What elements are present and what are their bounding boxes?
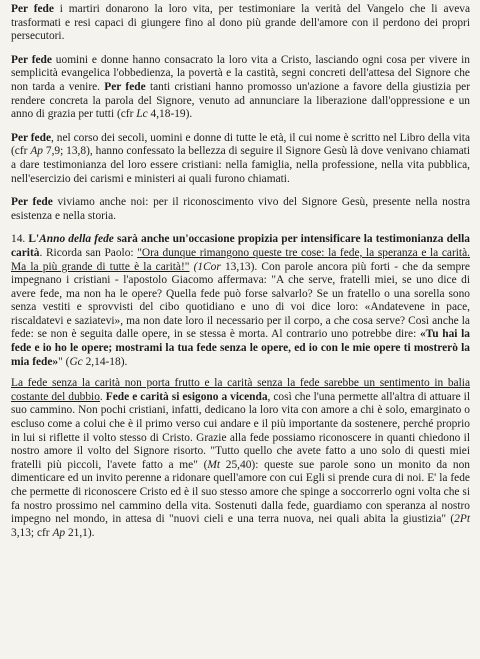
per-fede-lead: Per fede [11, 53, 52, 66]
section-heading: sarà anche un'occasione propizia per intensificare la testimonianza della carità [11, 233, 470, 259]
paragraph-centuries: Per fede, nel corso dei secoli, uomini e donne di tutte le età, il cui nome è scritto nel Libro della vita (cfr Ap 7,9; 13,8), hanno confessato la bellezza di seguire il Signore Gesù là dove venivano chiamati a dare testimonianza del loro essere cristiani: nella famiglia, nella professione, nella vita pubblica, nell'esercizio dei carismi e ministeri ai quali furono chiamati. [11, 131, 471, 185]
scripture-ref: 2Pt [454, 513, 470, 526]
scripture-ref: Gc [69, 355, 83, 368]
paragraph-number: 14. [11, 233, 29, 246]
scripture-ref: Ap [52, 526, 66, 539]
paragraph-martyrs: Per fede i martiri donarono la loro vita, per testimoniare la verità del Vangelo che li aveva trasformati e resi capaci di giungere fino al dono più grande dell'amore con il perdono dei propri persecutori. [11, 3, 470, 43]
per-fede-lead: Per fede [104, 80, 146, 93]
paragraph-we-live: Per fede viviamo anche noi: per il riconoscimento vivo del Signore Gesù, presente nella nostra esistenza e nella storia. [11, 196, 470, 222]
james-quote: «Tu hai la fede e io ho le opere; mostrami la tua fede senza le opere, ed io con le mie opere ti mostrerò la mia fede» [11, 328, 470, 368]
underlined-thesis: La fede senza la carità non porta frutto e la carità senza la fede sarebbe un sentimento in balia costante del dubbio [11, 377, 470, 403]
scripture-ref: (1Cor [189, 260, 221, 273]
scripture-ref: Lc [136, 108, 148, 121]
per-fede-lead: Per fede [11, 131, 52, 144]
per-fede-lead: Per fede [11, 3, 54, 15]
per-fede-lead: Per fede [11, 196, 53, 209]
pauline-quote: "Ora dunque rimangono queste tre cose: la fede, la speranza e la carità. Ma la più grande di tutte è la carità!" [11, 246, 470, 273]
paragraph-consecrated: Per fede uomini e donne hanno consacrato la loro vita a Cristo, lasciando ogni cosa per vivere in semplicità evangelica l'obbedienza, la povertà e la castità, segni concreti dell'attesa del Signore che non tarda a venire. Per fede tanti cristiani hanno promosso un'azione a favore della giustizia per rendere concreta la parola del Signore, venuto ad annunciare la liberazione dall'oppressione e un anno di grazia per tutti (cfr Lc 4,18-19). [11, 53, 471, 121]
paragraph-14-charity: 14. L'Anno della fede sarà anche un'occasione propizia per intensificare la testimonianza della carità. Ricorda san Paolo: "Ora dunque rimangono queste tre cose: la fede, la speranza e la carità. Ma la più grande di tutte è la carità!" (1Cor 13,13). Con parole ancora più forti - che da sempre impegnano i cristiani - l'apostolo Giacomo affermava: "A che serve, fratelli miei, se uno dice di avere fede, ma non ha le opere? Quella fede può forse salvarlo? Se un fratello o una sorella sono senza vestiti e sprovvisti del cibo quotidiano e uno di voi dice loro: «Andatevene in pace, riscaldatevi e saziatevi», ma non date loro il necessario per il corpo, a che cosa serve? Così anche la fede: se non è seguita dalle opere, in se stessa è morta. Al contrario uno potrebbe dire: «Tu hai la fede e io ho le opere; mostrami la tua fede senza le opere, ed io con le mie opere ti mostrerò la mia fede»" (Gc 2,14-18). [11, 233, 470, 368]
scripture-ref: Mt [207, 458, 221, 471]
paragraph-faith-charity: La fede senza la carità non porta frutto e la carità senza la fede sarebbe un sentimento in balia costante del dubbio. Fede e carità si esigono a vicenda, così che l'una permette all'altra di attuare il suo cammino. Non pochi cristiani, infatti, dedicano la loro vita con amore a chi è solo, emarginato o escluso come a colui che è il primo verso cui andare e il più importante da sostenere, perché proprio in lui si riflette il volto stesso di Cristo. Grazie alla fede possiamo riconoscere in quanti chiedono il nostro amore il volto del Signore risorto. "Tutto quello che avete fatto a uno solo di questi miei fratelli più piccoli, l'avete fatto a me" (Mt 25,40): queste sue parole sono un monito da non dimenticare ed un invito perenne a ridonare quell'amore con cui Egli si prende cura di noi. E' la fede che permette di riconoscere Cristo ed è il suo stesso amore che spinge a soccorrerlo ogni volta che si fa nostro prossimo nel cammino della vita. Sostenuti dalla fede, guardiamo con speranza al nostro impegno nel mondo, in attesa di "nuovi cieli e una terra nuova, nei quali abita la giustizia" (2Pt 3,13; cfr Ap 21,1). [11, 377, 470, 539]
scripture-ref: Ap [30, 145, 43, 158]
bold-thesis: Fede e carità si esigono a vicenda [105, 390, 268, 403]
